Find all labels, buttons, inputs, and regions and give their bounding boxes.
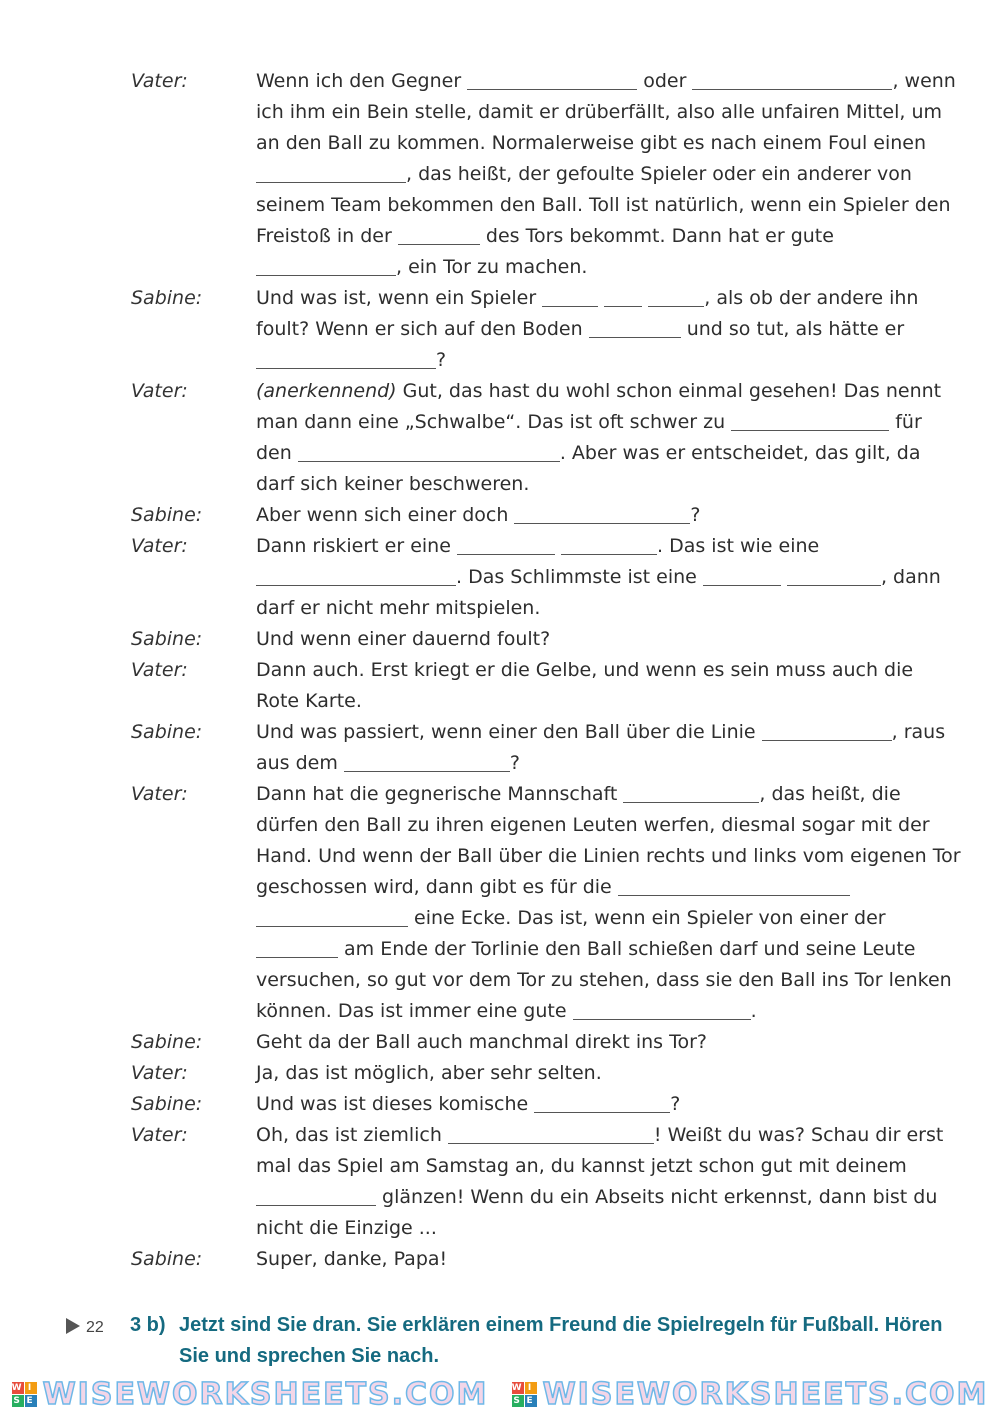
fill-in-blank[interactable]	[514, 503, 690, 524]
speaker-label: Vater:	[131, 70, 188, 92]
text-segment: . Das ist wie eine	[657, 535, 820, 557]
text-segment: Und was passiert, wenn einer den Ball über die Linie	[256, 721, 762, 743]
text-segment: ! Weißt du was? Schau dir erst mal das Spiel am Samstag an, du kannst jetzt schon gut mit deinem	[256, 1124, 944, 1177]
play-icon[interactable]	[66, 1318, 80, 1334]
dialog-turn	[0, 1244, 1000, 1275]
dialog-turn	[0, 376, 1000, 500]
audio-track-marker[interactable]	[66, 1312, 104, 1343]
speaker-label: Vater:	[131, 535, 188, 557]
text-segment: Ja, das ist möglich, aber sehr selten.	[256, 1062, 602, 1084]
speaker-label: Sabine:	[131, 1093, 203, 1115]
text-segment: Dann auch. Erst kriegt er die Gelbe, und wenn es sein muss auch die Rote Karte.	[256, 659, 914, 712]
speech-text	[256, 1120, 961, 1244]
text-segment: Dann riskiert er eine	[256, 535, 457, 557]
fill-in-blank[interactable]	[256, 348, 436, 369]
text-segment: Dann hat die gegnerische Mannschaft	[256, 783, 624, 805]
speech-text	[256, 624, 961, 655]
fill-in-blank[interactable]	[398, 224, 480, 245]
text-segment: Aber wenn sich einer doch	[256, 504, 515, 526]
fill-in-blank[interactable]	[561, 534, 657, 555]
dialog-turn	[0, 624, 1000, 655]
dialog-turn	[0, 655, 1000, 717]
dialog-turn	[0, 500, 1000, 531]
dialog-turn	[0, 1120, 1000, 1244]
text-segment: Oh, das ist ziemlich	[256, 1124, 448, 1146]
dialog-turn	[0, 66, 1000, 283]
dialog-turn	[0, 1058, 1000, 1089]
fill-in-blank[interactable]	[534, 1092, 670, 1113]
speaker-label: Sabine:	[131, 287, 203, 309]
fill-in-blank[interactable]	[256, 906, 408, 927]
text-segment: . Aber was er entscheidet, das gilt, da darf sich keiner beschweren.	[256, 442, 921, 495]
speaker-label: Vater:	[131, 783, 188, 805]
text-segment: ?	[436, 349, 447, 371]
text-segment: eine Ecke. Das ist, wenn ein Spieler von einer der	[408, 907, 886, 929]
task-instruction	[66, 1310, 966, 1372]
fill-in-blank[interactable]	[256, 1185, 376, 1206]
fill-in-blank[interactable]	[703, 565, 781, 586]
text-segment: des Tors bekommt. Dann hat er gute	[479, 225, 834, 247]
dialog-turn	[0, 717, 1000, 779]
text-segment: ?	[509, 752, 521, 774]
speaker-label: Sabine:	[131, 1248, 203, 1270]
text-segment: , als ob der andere ihn foult? Wenn er sich auf den Boden	[256, 287, 919, 340]
text-segment: Und wenn einer dauernd foult?	[256, 628, 551, 650]
fill-in-blank[interactable]	[542, 286, 598, 307]
speaker-label: Sabine:	[131, 504, 203, 526]
logo-tile: W	[511, 1383, 524, 1393]
text-segment: , das heißt, der gefoulte Spieler oder ein anderer von seinem Team bekommen den Ball. Toll ist natürlich, wenn ein Spieler den Freistoß in der	[256, 163, 951, 247]
text-segment: Und was ist, wenn ein Spieler	[256, 287, 543, 309]
text-segment: Gut, das hast du wohl schon einmal gesehen! Das nennt man dann eine „Schwalbe“. Das ist oft schwer zu	[256, 380, 942, 433]
logo-tile: E	[526, 1396, 535, 1406]
text-segment: , ein Tor zu machen.	[396, 256, 588, 278]
fill-in-blank[interactable]	[256, 937, 338, 958]
task-number: 3 b)	[130, 1314, 166, 1336]
speech-text	[256, 376, 961, 500]
dialog-exercise	[0, 66, 1000, 1275]
fill-in-blank[interactable]	[467, 69, 637, 90]
text-segment: oder	[637, 70, 693, 92]
speech-text	[256, 779, 961, 1027]
task-text: Jetzt sind Sie dran. Sie erklären einem Freund die Spielregeln für Fußball. Hören Sie und sprechen Sie nach.	[179, 1314, 943, 1367]
speaker-label: Sabine:	[131, 628, 203, 650]
fill-in-blank[interactable]	[623, 782, 759, 803]
fill-in-blank[interactable]	[573, 999, 751, 1020]
logo-tile: S	[13, 1396, 22, 1406]
text-segment: für den	[256, 411, 922, 464]
speaker-label: Vater:	[131, 1124, 188, 1146]
speech-text	[256, 531, 961, 624]
speaker-label: Sabine:	[131, 1031, 203, 1053]
speech-text	[256, 283, 961, 376]
speech-text	[256, 1027, 961, 1058]
watermark-banner	[0, 1376, 1000, 1413]
text-segment: am Ende der Torlinie den Ball schießen darf und seine Leute versuchen, so gut vor dem Tor zu stehen, dass sie den Ball ins Tor lenken können. Das ist immer eine gute	[256, 938, 952, 1022]
speaker-label: Vater:	[131, 659, 188, 681]
text-segment: ?	[670, 1093, 681, 1115]
fill-in-blank[interactable]	[762, 720, 892, 741]
fill-in-blank[interactable]	[448, 1123, 654, 1144]
text-segment: . Das Schlimmste ist eine	[456, 566, 703, 588]
fill-in-blank[interactable]	[589, 317, 681, 338]
dialog-turn	[0, 283, 1000, 376]
fill-in-blank[interactable]	[692, 69, 892, 90]
text-segment: , raus aus dem	[256, 721, 946, 774]
fill-in-blank[interactable]	[256, 162, 406, 183]
speaker-label: Vater:	[131, 380, 188, 402]
fill-in-blank[interactable]	[344, 751, 510, 772]
dialog-turn	[0, 1089, 1000, 1120]
speech-text	[256, 1058, 961, 1089]
text-segment: ?	[690, 504, 701, 526]
fill-in-blank[interactable]	[787, 565, 881, 586]
speech-text	[256, 500, 961, 531]
track-number: 22	[86, 1319, 104, 1336]
speaker-label: Vater:	[131, 1062, 188, 1084]
wise-logo-icon	[12, 1382, 37, 1407]
dialog-turn	[0, 1027, 1000, 1058]
text-segment: , dann darf er nicht mehr mitspielen.	[256, 566, 941, 619]
text-segment: Super, danke, Papa!	[256, 1248, 448, 1270]
text-segment: , wenn ich ihm ein Bein stelle, damit er drüberfällt, also alle unfairen Mittel, um an den Ball zu kommen. Normalerweise gibt es nach einem Foul einen	[256, 70, 956, 154]
speech-text	[256, 1089, 961, 1120]
speech-text	[256, 1244, 961, 1275]
text-segment: .	[750, 1000, 757, 1022]
watermark-item	[12, 1377, 489, 1412]
text-segment: Und was ist dieses komische	[256, 1093, 535, 1115]
fill-in-blank[interactable]	[648, 286, 704, 307]
wise-logo-icon	[512, 1382, 537, 1407]
fill-in-blank[interactable]	[457, 534, 555, 555]
stage-direction: (anerkennend)	[256, 380, 397, 402]
fill-in-blank[interactable]	[256, 565, 456, 586]
fill-in-blank[interactable]	[731, 410, 889, 431]
fill-in-blank[interactable]	[618, 875, 850, 896]
logo-tile: W	[11, 1383, 24, 1393]
text-segment: Geht da der Ball auch manchmal direkt ins Tor?	[256, 1031, 707, 1053]
logo-tile: I	[25, 1382, 37, 1394]
fill-in-blank[interactable]	[256, 255, 396, 276]
text-segment: glänzen! Wenn du ein Abseits nicht erkennst, dann bist du nicht die Einzige ...	[256, 1186, 938, 1239]
watermark-text: WISEWORKSHEETS.COM	[42, 1377, 489, 1412]
logo-tile: S	[513, 1396, 522, 1406]
speech-text	[256, 717, 961, 779]
fill-in-blank[interactable]	[298, 441, 560, 462]
speech-text	[256, 655, 961, 717]
dialog-turn	[0, 779, 1000, 1027]
text-segment: und so tut, als hätte er	[680, 318, 905, 340]
logo-tile: E	[26, 1396, 35, 1406]
dialog-turn	[0, 531, 1000, 624]
watermark-text: WISEWORKSHEETS.COM	[542, 1377, 989, 1412]
logo-tile: I	[525, 1382, 537, 1394]
watermark-item	[512, 1377, 989, 1412]
text-segment: , das heißt, die dürfen den Ball zu ihren eigenen Leuten werfen, diesmal sogar mit der Hand. Und wenn der Ball über die Linien rechts und links vom eigenen Tor geschossen wird, dann gibt es für die	[256, 783, 961, 898]
fill-in-blank[interactable]	[604, 286, 642, 307]
speaker-label: Sabine:	[131, 721, 203, 743]
text-segment: Wenn ich den Gegner	[256, 70, 468, 92]
speech-text	[256, 66, 961, 283]
